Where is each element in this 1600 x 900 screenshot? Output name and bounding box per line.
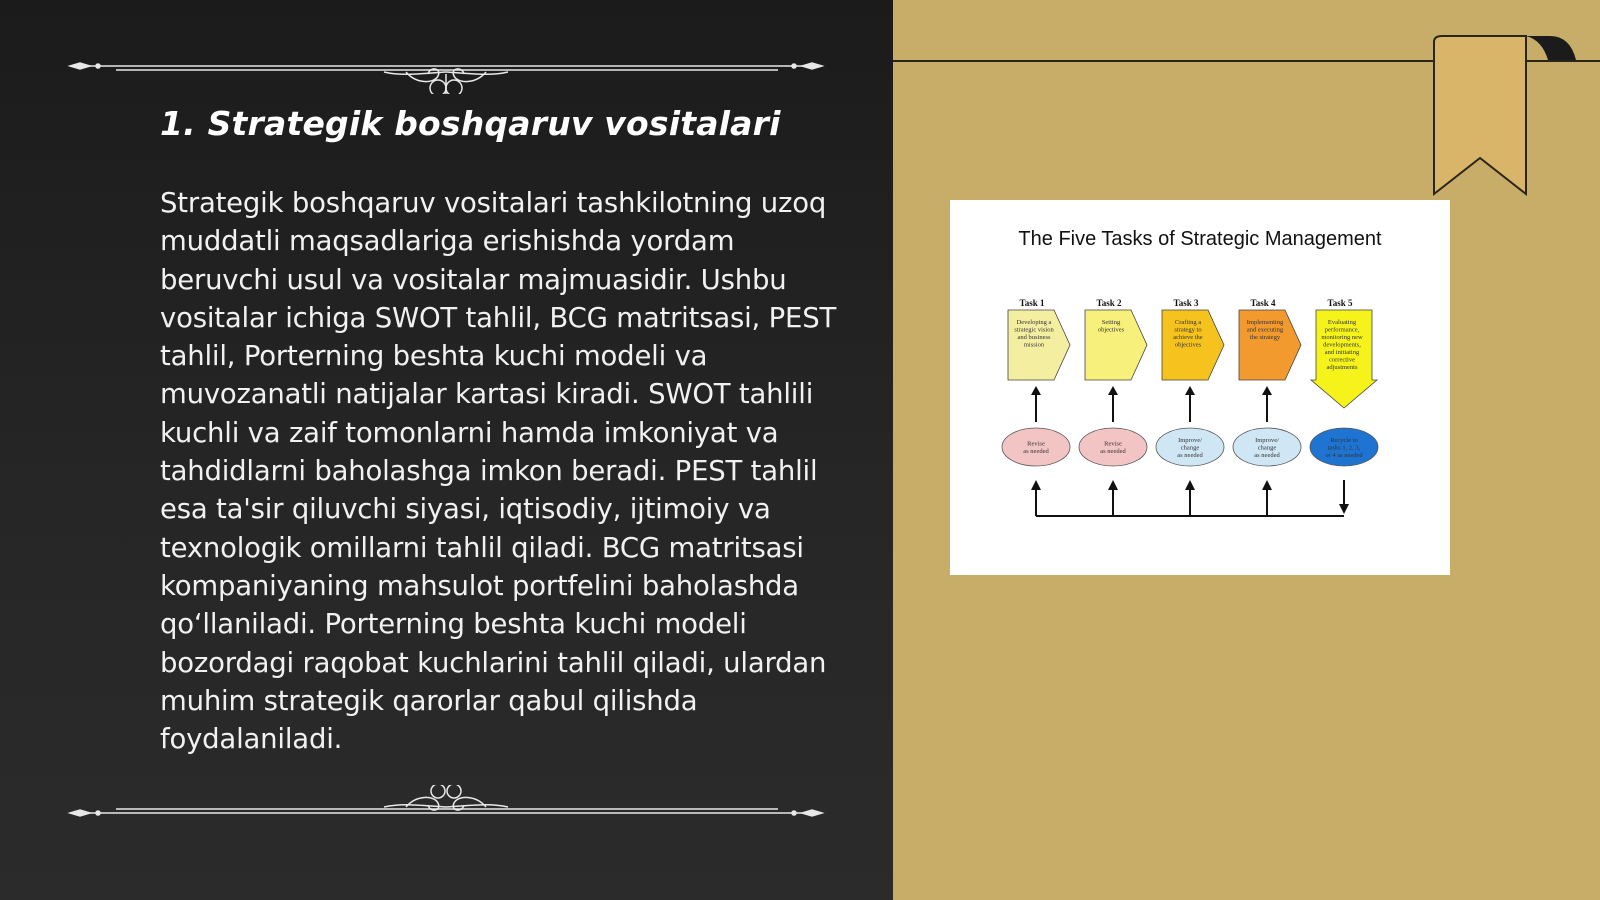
task-text: strategy to (1174, 326, 1202, 334)
task-label: Task 3 (1173, 298, 1199, 308)
diagram-title: The Five Tasks of Strategic Management (1018, 228, 1382, 250)
oval-text: or 4 as needed (1325, 452, 1363, 459)
oval-text: Revise (1104, 440, 1122, 448)
task-text: Evaluating (1327, 319, 1357, 326)
oval-text: tasks 1, 2, 3, (1327, 444, 1361, 452)
oval-text: change (1257, 444, 1277, 452)
task-label: Task 1 (1019, 298, 1045, 308)
task-text: Setting (1101, 319, 1121, 326)
oval-text: Recycle to (1330, 437, 1358, 444)
task-text: Developing a (1016, 319, 1052, 326)
oval-text: Improve/ (1178, 437, 1202, 444)
arrow-head (1031, 386, 1041, 395)
task-text: the strategy (1249, 334, 1281, 341)
oval-text: as needed (1100, 448, 1126, 455)
task-text: objectives (1174, 341, 1202, 349)
task-text: developments, (1323, 341, 1361, 349)
five-tasks-diagram (950, 200, 1450, 575)
oval-text: as needed (1023, 448, 1049, 455)
task-text: objectives (1097, 326, 1125, 334)
oval-text: as needed (1254, 452, 1280, 459)
arrow-head (1031, 480, 1041, 490)
task-text: strategic vision (1014, 326, 1054, 334)
slide-body-text: Strategik boshqaruv vositalari tashkilotning uzoq muddatli maqsadlariga erishishda yordam beruvchi usul va vositalar majmuasidir. Ushbu vositalar ichiga SWOT tahlil, BCG matritsasi, PEST tahlil, Porterning beshta kuchi modeli va muvozanatli natijalar kartasi kiradi. SWOT tahlili kuchli va zaif tomonlarni hamda imkoniyat va tahdidlarni baholashga imkon beradi. PEST tahlil esa ta'sir qiluvchi siyasi, iqtisodiy, ijtimoiy va texnologik omillarni tahlil qiladi. BCG matritsasi kompaniyaning mahsulot portfelini baholashda qo‘llaniladi. Porterning beshta kuchi modeli bozordagi raqobat kuchlarini tahlil qiladi, ulardan muhim strategik qarorlar qabul qilishda foydalaniladi. (160, 187, 837, 756)
task-label: Task 4 (1250, 298, 1276, 308)
arrow-head (1262, 480, 1272, 490)
task-text: and initiating (1324, 349, 1360, 356)
task-label: Task 2 (1096, 298, 1122, 308)
arrow-head (1339, 504, 1349, 514)
task-text: adjustments (1326, 364, 1358, 371)
task-text: monitoring new (1321, 334, 1363, 341)
task-text: mission (1023, 341, 1045, 349)
top-ornament (66, 44, 826, 94)
oval-text: as needed (1177, 452, 1203, 459)
arrow-head (1108, 480, 1118, 490)
task-label: Task 5 (1327, 298, 1353, 308)
task-text: and executing (1246, 326, 1284, 334)
oval-text: Revise (1027, 440, 1045, 448)
task-text: corrective (1329, 356, 1355, 364)
arrow-head (1185, 480, 1195, 490)
task-text: achieve the (1173, 334, 1203, 341)
task-text: Crafting a (1174, 319, 1202, 326)
slide-title: 1. Strategik boshqaruv vositalari (160, 104, 781, 143)
arrow-head (1185, 386, 1195, 395)
oval-text: change (1180, 444, 1200, 452)
diagram-canvas (950, 200, 1450, 575)
bottom-ornament (66, 785, 826, 835)
task-text: and business (1017, 334, 1051, 341)
arrow-head (1108, 386, 1118, 395)
task-text: performance, (1324, 326, 1360, 334)
oval-text: Improve/ (1255, 437, 1279, 444)
bookmark-icon (1430, 32, 1590, 202)
task-text: Implementing (1246, 319, 1284, 326)
arrow-head (1262, 386, 1272, 395)
